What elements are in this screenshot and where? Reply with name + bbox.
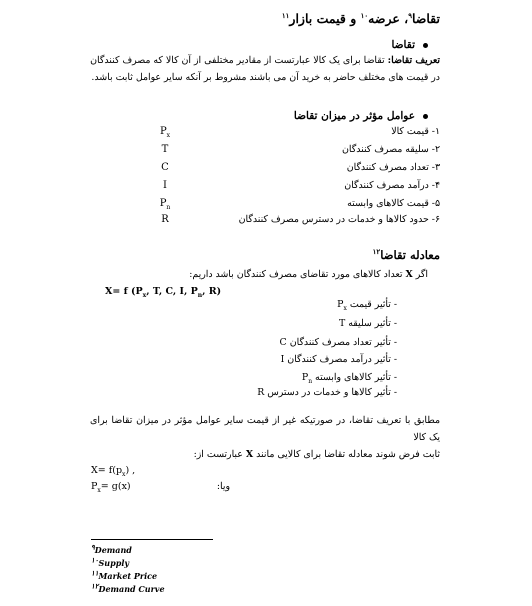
footnote-ref-12: ۱۲ (372, 247, 381, 257)
factor-symbol: C (161, 162, 169, 173)
factor-symbol: I (163, 180, 167, 191)
demand-function: X= f ($P_x$, T, C, I, $P_n$, R) (105, 286, 222, 299)
definition-line-2: در قیمت های مختلف حاضر به خرید آن می باشند مشروط بر آنکه سایر عوامل ثابت باشد. (91, 72, 440, 83)
demand-equation-1: $X= f(p_x)$ , (91, 465, 136, 478)
or-label: ویا: (216, 481, 230, 492)
demand-equation-heading (373, 248, 440, 262)
conclusion-paragraph: مطابق با تعریف تقاضا، در صورتیکه غیر از قیمت سایر عوامل مؤثر در میزان تقاضا برای یک کالا ثابت فرض شوند معادله تقاضا برای کالایی مانند X عبارتست از: (90, 415, 440, 460)
footnote-ref-9: ۹ (408, 10, 412, 20)
section-factors-heading (294, 110, 428, 122)
title-word-supply: ، عرضه (368, 11, 409, 26)
section-demand-label: تقاضا (391, 39, 415, 51)
bullet-icon (423, 114, 428, 119)
effect-item: - تأثیر سلیقه T (338, 318, 397, 329)
definition-term: تعریف تقاضا: (387, 55, 440, 66)
factor-symbol: $P_n$ (159, 198, 171, 211)
title-word-demand: تقاضا (411, 11, 440, 26)
factor-item: ۴- درآمد مصرف کنندگان (344, 180, 440, 191)
effect-item: - تأثیر تعداد مصرف کنندگان C (279, 337, 397, 348)
factor-item: ۲- سلیقه مصرف کنندگان (341, 144, 440, 155)
section-demand-heading (391, 39, 428, 51)
footnote-ref-10: ۱۰ (360, 10, 369, 20)
footnote-ref-11: ۱۱ (281, 10, 290, 20)
footnote-item: $^{۱۱}$Market Price (91, 568, 158, 581)
demand-equation-label: معادله تقاضا (380, 248, 440, 262)
factor-symbol: T (161, 144, 169, 155)
footnote-item: $^۹$Demand (91, 542, 132, 555)
page-title (282, 11, 440, 26)
effect-item: - تأثیر درآمد مصرف کنندگان I (280, 354, 397, 365)
effect-item: - تأثیر کالاهای وابسته $P_n$ (301, 372, 397, 385)
factor-symbol: R (161, 214, 169, 225)
factor-item: ۱- قیمت کالا (391, 126, 440, 137)
bullet-icon (423, 43, 428, 48)
footnote-item: $^{۱۰}$Supply (91, 555, 129, 568)
demand-equation-2: $P_x= g(x)$ (91, 481, 131, 494)
demand-definition (90, 52, 440, 86)
effect-item: - تأثیر کالاها و خدمات در دسترس R (257, 387, 397, 398)
footnote-separator (91, 539, 213, 540)
variable-x: X (405, 269, 413, 280)
title-word-market-price: و قیمت بازار (289, 11, 361, 26)
equation-intro: اگر X تعداد کالاهای مورد تقاضای مصرف کنندگان باشد داریم: (189, 269, 428, 280)
factor-item: ۳- تعداد مصرف کنندگان (346, 162, 440, 173)
factor-item: ۵- قیمت کالاهای وابسته (347, 198, 440, 209)
effect-item: - تأثیر قیمت $P_x$ (337, 299, 397, 312)
factor-symbol: $P_x$ (159, 126, 171, 139)
variable-x: X (245, 449, 254, 460)
section-factors-label: عوامل مؤثر در میزان تقاضا (293, 110, 415, 122)
factor-item: ۶- حدود کالاها و خدمات در دسترس مصرف کنندگان (238, 214, 440, 225)
definition-line-1: تقاضا برای یک کالا عبارتست از مقادیر مختلفی از آن کالا که مصرف کنندگان (90, 55, 388, 66)
footnote-item: $^{۱۲}$Demand Curve (91, 581, 165, 594)
